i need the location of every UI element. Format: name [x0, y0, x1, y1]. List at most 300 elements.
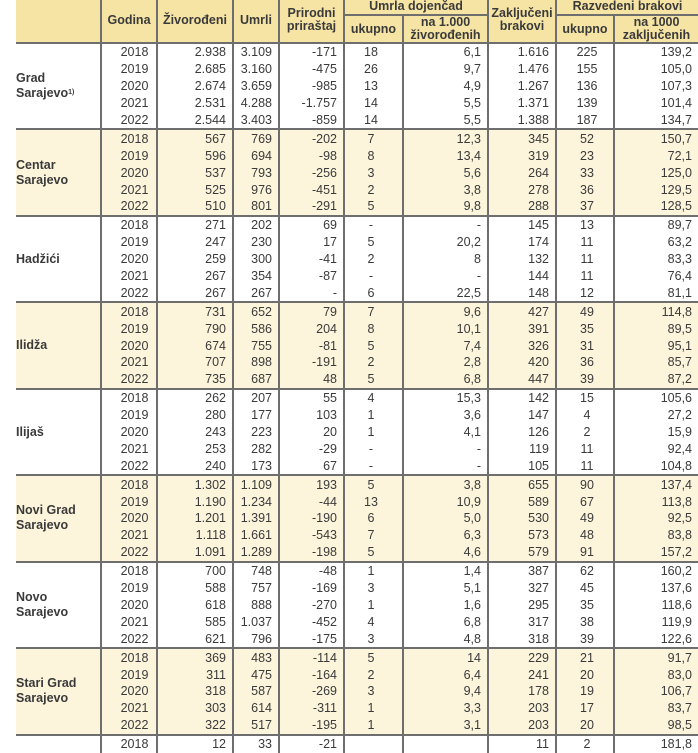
cell-deaths: 3.403: [233, 112, 279, 130]
cell-infant-death-rate: 8: [403, 251, 488, 268]
cell-live-births: 259: [157, 251, 233, 268]
cell-natural-increase: 193: [279, 475, 344, 493]
cell-divorce-rate: 63,2: [614, 234, 698, 251]
cell-year: 2018: [101, 129, 157, 147]
cell-infant-death-rate: [403, 735, 488, 753]
cell-deaths: 1.037: [233, 613, 279, 630]
cell-infant-deaths-total: 1: [344, 424, 403, 441]
header-infant-deaths: Umrla dojenčad: [344, 0, 488, 15]
cell-deaths: 517: [233, 717, 279, 735]
cell-deaths: 354: [233, 268, 279, 285]
cell-infant-deaths-total: 2: [344, 181, 403, 198]
cell-divorces-total: 225: [556, 43, 614, 61]
municipality-group: [16, 735, 698, 753]
table-row: [16, 147, 698, 164]
cell-divorces-total: 11: [556, 251, 614, 268]
cell-natural-increase: 103: [279, 407, 344, 424]
cell-live-births: 1.302: [157, 475, 233, 493]
cell-divorce-rate: 125,0: [614, 164, 698, 181]
cell-natural-increase: -195: [279, 717, 344, 735]
table-row: [16, 683, 698, 700]
cell-marriages: 229: [488, 648, 556, 666]
cell-live-births: 247: [157, 234, 233, 251]
cell-divorce-rate: 27,2: [614, 407, 698, 424]
cell-live-births: 596: [157, 147, 233, 164]
cell-deaths: 898: [233, 354, 279, 371]
cell-divorce-rate: 83,3: [614, 251, 698, 268]
cell-natural-increase: -175: [279, 630, 344, 648]
cell-live-births: 2.544: [157, 112, 233, 130]
cell-infant-death-rate: 15,3: [403, 389, 488, 407]
cell-infant-death-rate: 9,8: [403, 198, 488, 216]
table-row: [16, 198, 698, 216]
table-row: [16, 164, 698, 181]
cell-natural-increase: -21: [279, 735, 344, 753]
municipality-label: Novi Grad Sarajevo: [16, 503, 76, 533]
cell-year: 2019: [101, 580, 157, 597]
table-row: [16, 234, 698, 251]
cell-deaths: 33: [233, 735, 279, 753]
cell-deaths: 796: [233, 630, 279, 648]
cell-natural-increase: -859: [279, 112, 344, 130]
cell-divorces-total: 155: [556, 61, 614, 78]
cell-natural-increase: -291: [279, 198, 344, 216]
cell-infant-deaths-total: 14: [344, 95, 403, 112]
cell-deaths: 755: [233, 337, 279, 354]
table-row: [16, 371, 698, 389]
cell-divorce-rate: 89,5: [614, 320, 698, 337]
cell-deaths: 769: [233, 129, 279, 147]
cell-deaths: 1.109: [233, 475, 279, 493]
cell-divorces-total: 15: [556, 389, 614, 407]
cell-marriages: 174: [488, 234, 556, 251]
cell-live-births: 735: [157, 371, 233, 389]
cell-marriages: 420: [488, 354, 556, 371]
cell-deaths: 3.109: [233, 43, 279, 61]
cell-year: 2022: [101, 630, 157, 648]
cell-year: 2020: [101, 683, 157, 700]
cell-infant-deaths-total: 6: [344, 284, 403, 302]
cell-marriages: 589: [488, 493, 556, 510]
cell-year: 2020: [101, 251, 157, 268]
header-year: Godina: [101, 0, 157, 43]
table-row: [16, 337, 698, 354]
table-row: [16, 630, 698, 648]
cell-year: 2021: [101, 354, 157, 371]
cell-infant-deaths-total: 3: [344, 164, 403, 181]
cell-infant-deaths-total: 5: [344, 198, 403, 216]
table-row: [16, 302, 698, 320]
cell-infant-death-rate: 6,8: [403, 371, 488, 389]
municipality-label: Ilijaš: [16, 424, 44, 439]
cell-divorces-total: 33: [556, 164, 614, 181]
cell-infant-death-rate: 9,4: [403, 683, 488, 700]
cell-infant-deaths-total: 5: [344, 475, 403, 493]
cell-infant-death-rate: 3,6: [403, 407, 488, 424]
header-municipality: [16, 0, 101, 43]
cell-marriages: 326: [488, 337, 556, 354]
cell-live-births: 253: [157, 440, 233, 457]
table-row: [16, 78, 698, 95]
cell-infant-deaths-total: 2: [344, 666, 403, 683]
cell-marriages: 1.616: [488, 43, 556, 61]
cell-infant-death-rate: 13,4: [403, 147, 488, 164]
municipality-group: [16, 648, 698, 734]
municipality-group: [16, 562, 698, 648]
cell-natural-increase: 204: [279, 320, 344, 337]
cell-live-births: 525: [157, 181, 233, 198]
cell-year: 2018: [101, 735, 157, 753]
cell-marriages: 178: [488, 683, 556, 700]
municipality-name: [16, 129, 101, 215]
cell-deaths: 888: [233, 597, 279, 614]
cell-marriages: 295: [488, 597, 556, 614]
cell-year: 2021: [101, 95, 157, 112]
municipality-label: Centar Sarajevo: [16, 157, 69, 187]
municipality-name: [16, 302, 101, 388]
cell-natural-increase: -81: [279, 337, 344, 354]
table-row: [16, 354, 698, 371]
cell-infant-death-rate: 1,6: [403, 597, 488, 614]
cell-year: 2020: [101, 424, 157, 441]
cell-marriages: 142: [488, 389, 556, 407]
cell-deaths: 587: [233, 683, 279, 700]
cell-infant-deaths-total: 1: [344, 597, 403, 614]
cell-divorces-total: 13: [556, 216, 614, 234]
cell-divorce-rate: 105,0: [614, 61, 698, 78]
cell-divorces-total: 39: [556, 630, 614, 648]
cell-live-births: 303: [157, 700, 233, 717]
cell-divorces-total: 21: [556, 648, 614, 666]
cell-live-births: 621: [157, 630, 233, 648]
cell-divorce-rate: 114,8: [614, 302, 698, 320]
cell-deaths: 483: [233, 648, 279, 666]
cell-infant-death-rate: 4,1: [403, 424, 488, 441]
table-row: [16, 648, 698, 666]
table-row: [16, 268, 698, 285]
cell-divorces-total: 11: [556, 234, 614, 251]
municipality-label: Ilidža: [16, 338, 48, 353]
cell-live-births: 369: [157, 648, 233, 666]
table-row: [16, 320, 698, 337]
municipality-name: [16, 389, 101, 475]
cell-natural-increase: -169: [279, 580, 344, 597]
cell-deaths: 614: [233, 700, 279, 717]
cell-live-births: 2.685: [157, 61, 233, 78]
municipality-label: Novo Sarajevo: [16, 589, 69, 619]
cell-infant-deaths-total: 18: [344, 43, 403, 61]
cell-marriages: 148: [488, 284, 556, 302]
cell-live-births: 1.190: [157, 493, 233, 510]
cell-infant-death-rate: 5,5: [403, 95, 488, 112]
cell-year: 2022: [101, 544, 157, 562]
cell-natural-increase: -29: [279, 440, 344, 457]
cell-infant-deaths-total: 26: [344, 61, 403, 78]
cell-marriages: 119: [488, 440, 556, 457]
cell-divorces-total: 2: [556, 735, 614, 753]
cell-natural-increase: -451: [279, 181, 344, 198]
cell-deaths: 793: [233, 164, 279, 181]
cell-divorce-rate: 134,7: [614, 112, 698, 130]
cell-divorces-total: 36: [556, 181, 614, 198]
cell-deaths: 4.288: [233, 95, 279, 112]
cell-divorces-total: 11: [556, 457, 614, 475]
cell-divorces-total: 4: [556, 407, 614, 424]
cell-infant-death-rate: 5,5: [403, 112, 488, 130]
cell-natural-increase: -543: [279, 527, 344, 544]
cell-live-births: 1.118: [157, 527, 233, 544]
cell-year: 2019: [101, 147, 157, 164]
cell-divorces-total: 49: [556, 302, 614, 320]
cell-infant-deaths-total: 3: [344, 580, 403, 597]
cell-marriages: 1.388: [488, 112, 556, 130]
municipality-name: [16, 475, 101, 561]
cell-year: 2020: [101, 337, 157, 354]
cell-deaths: 475: [233, 666, 279, 683]
cell-natural-increase: -171: [279, 43, 344, 61]
cell-infant-deaths-total: 4: [344, 389, 403, 407]
cell-divorces-total: 23: [556, 147, 614, 164]
municipality-group: [16, 389, 698, 475]
cell-divorce-rate: 85,7: [614, 354, 698, 371]
cell-divorces-total: 48: [556, 527, 614, 544]
cell-live-births: 585: [157, 613, 233, 630]
cell-infant-deaths-total: -: [344, 457, 403, 475]
municipality-label: Grad Sarajevo: [16, 71, 69, 101]
cell-live-births: 2.938: [157, 43, 233, 61]
cell-infant-death-rate: 4,8: [403, 630, 488, 648]
cell-live-births: 271: [157, 216, 233, 234]
table-row: [16, 580, 698, 597]
municipality-group: [16, 216, 698, 302]
cell-infant-deaths-total: 7: [344, 129, 403, 147]
cell-divorce-rate: 15,9: [614, 424, 698, 441]
cell-divorce-rate: 87,2: [614, 371, 698, 389]
cell-infant-death-rate: 6,1: [403, 43, 488, 61]
cell-divorces-total: 12: [556, 284, 614, 302]
cell-live-births: 12: [157, 735, 233, 753]
cell-infant-deaths-total: 7: [344, 302, 403, 320]
cell-natural-increase: -256: [279, 164, 344, 181]
cell-infant-deaths-total: 13: [344, 493, 403, 510]
cell-deaths: 177: [233, 407, 279, 424]
cell-live-births: 318: [157, 683, 233, 700]
cell-natural-increase: -475: [279, 61, 344, 78]
cell-divorce-rate: 160,2: [614, 562, 698, 580]
footnote-marker: 1): [68, 89, 75, 97]
cell-year: 2019: [101, 493, 157, 510]
cell-infant-death-rate: 4,9: [403, 78, 488, 95]
cell-deaths: 652: [233, 302, 279, 320]
table-row: [16, 181, 698, 198]
cell-infant-deaths-total: 5: [344, 648, 403, 666]
cell-divorces-total: 91: [556, 544, 614, 562]
cell-year: 2020: [101, 164, 157, 181]
cell-divorces-total: 11: [556, 268, 614, 285]
cell-year: 2021: [101, 527, 157, 544]
cell-divorce-rate: 129,5: [614, 181, 698, 198]
cell-year: 2019: [101, 666, 157, 683]
cell-year: 2020: [101, 597, 157, 614]
cell-natural-increase: 17: [279, 234, 344, 251]
cell-divorce-rate: 76,4: [614, 268, 698, 285]
cell-divorce-rate: 83,0: [614, 666, 698, 683]
cell-infant-death-rate: -: [403, 268, 488, 285]
municipality-label: Hadžići: [16, 251, 60, 266]
cell-divorce-rate: 119,9: [614, 613, 698, 630]
cell-infant-deaths-total: 14: [344, 112, 403, 130]
table-row: [16, 284, 698, 302]
cell-natural-increase: 55: [279, 389, 344, 407]
cell-infant-deaths-total: 5: [344, 337, 403, 354]
cell-live-births: 674: [157, 337, 233, 354]
cell-marriages: 132: [488, 251, 556, 268]
cell-divorce-rate: 118,6: [614, 597, 698, 614]
cell-infant-deaths-total: 5: [344, 371, 403, 389]
cell-marriages: 11: [488, 735, 556, 753]
cell-divorce-rate: 81,1: [614, 284, 698, 302]
municipality-name: [16, 43, 101, 129]
cell-infant-deaths-total: 7: [344, 527, 403, 544]
cell-divorces-total: 139: [556, 95, 614, 112]
municipality-group: [16, 302, 698, 388]
cell-natural-increase: -269: [279, 683, 344, 700]
header-infant-rate: na 1.000 živorođenih: [403, 15, 488, 43]
header-divorce-rate: na 1000 zaključenih: [614, 15, 698, 43]
cell-deaths: 1.391: [233, 510, 279, 527]
cell-infant-death-rate: 3,8: [403, 181, 488, 198]
cell-year: 2021: [101, 613, 157, 630]
cell-divorce-rate: 92,5: [614, 510, 698, 527]
cell-divorce-rate: 83,7: [614, 700, 698, 717]
cell-marriages: 447: [488, 371, 556, 389]
cell-deaths: 586: [233, 320, 279, 337]
municipality-name: [16, 648, 101, 734]
cell-divorces-total: 20: [556, 717, 614, 735]
cell-divorces-total: 39: [556, 371, 614, 389]
header-divorces: Razvedeni brakovi: [556, 0, 698, 15]
cell-marriages: 1.267: [488, 78, 556, 95]
table-row: [16, 440, 698, 457]
cell-natural-increase: 48: [279, 371, 344, 389]
cell-deaths: 1.234: [233, 493, 279, 510]
cell-marriages: 203: [488, 700, 556, 717]
cell-divorce-rate: 139,2: [614, 43, 698, 61]
cell-divorce-rate: 106,7: [614, 683, 698, 700]
table-row: [16, 129, 698, 147]
cell-infant-deaths-total: 3: [344, 683, 403, 700]
cell-divorce-rate: 113,8: [614, 493, 698, 510]
cell-live-births: 537: [157, 164, 233, 181]
table-row: [16, 527, 698, 544]
cell-infant-death-rate: 3,1: [403, 717, 488, 735]
cell-marriages: 345: [488, 129, 556, 147]
cell-deaths: 173: [233, 457, 279, 475]
cell-year: 2018: [101, 302, 157, 320]
table-row: [16, 389, 698, 407]
header-divorce-total: ukupno: [556, 15, 614, 43]
cell-deaths: 207: [233, 389, 279, 407]
cell-year: 2018: [101, 43, 157, 61]
cell-marriages: 530: [488, 510, 556, 527]
cell-marriages: 579: [488, 544, 556, 562]
cell-deaths: 230: [233, 234, 279, 251]
cell-marriages: 318: [488, 630, 556, 648]
cell-infant-death-rate: 5,1: [403, 580, 488, 597]
cell-infant-deaths-total: 1: [344, 717, 403, 735]
cell-infant-deaths-total: 3: [344, 630, 403, 648]
cell-year: 2021: [101, 181, 157, 198]
cell-natural-increase: -114: [279, 648, 344, 666]
table-row: [16, 613, 698, 630]
cell-marriages: 126: [488, 424, 556, 441]
cell-infant-death-rate: 6,8: [403, 613, 488, 630]
table-row: [16, 735, 698, 753]
table-row: [16, 510, 698, 527]
cell-marriages: 319: [488, 147, 556, 164]
cell-divorce-rate: 137,4: [614, 475, 698, 493]
table-row: [16, 597, 698, 614]
cell-infant-death-rate: 6,3: [403, 527, 488, 544]
cell-year: 2022: [101, 198, 157, 216]
cell-year: 2021: [101, 440, 157, 457]
cell-year: 2018: [101, 648, 157, 666]
cell-divorce-rate: 150,7: [614, 129, 698, 147]
cell-live-births: 567: [157, 129, 233, 147]
cell-divorces-total: 17: [556, 700, 614, 717]
cell-live-births: 790: [157, 320, 233, 337]
cell-natural-increase: -: [279, 284, 344, 302]
cell-infant-death-rate: 4,6: [403, 544, 488, 562]
cell-natural-increase: -41: [279, 251, 344, 268]
table-row: [16, 95, 698, 112]
cell-infant-deaths-total: 1: [344, 700, 403, 717]
cell-infant-deaths-total: -: [344, 268, 403, 285]
table-row: [16, 112, 698, 130]
cell-divorce-rate: 105,6: [614, 389, 698, 407]
cell-divorces-total: 90: [556, 475, 614, 493]
cell-natural-increase: 79: [279, 302, 344, 320]
cell-year: 2022: [101, 371, 157, 389]
cell-infant-death-rate: 10,1: [403, 320, 488, 337]
cell-natural-increase: -190: [279, 510, 344, 527]
cell-infant-deaths-total: 2: [344, 251, 403, 268]
cell-infant-deaths-total: 5: [344, 234, 403, 251]
header-deaths: Umrli: [233, 0, 279, 43]
cell-divorces-total: 49: [556, 510, 614, 527]
cell-marriages: 288: [488, 198, 556, 216]
cell-divorces-total: 187: [556, 112, 614, 130]
cell-infant-death-rate: 1,4: [403, 562, 488, 580]
cell-live-births: 267: [157, 268, 233, 285]
cell-natural-increase: 69: [279, 216, 344, 234]
cell-natural-increase: -164: [279, 666, 344, 683]
cell-infant-death-rate: -: [403, 457, 488, 475]
cell-year: 2019: [101, 407, 157, 424]
cell-infant-death-rate: 6,4: [403, 666, 488, 683]
cell-marriages: 1.371: [488, 95, 556, 112]
header-natural-increase: Prirodni priraštaj: [279, 0, 344, 43]
header-live-births: Živorođeni: [157, 0, 233, 43]
cell-live-births: 311: [157, 666, 233, 683]
cell-year: 2021: [101, 700, 157, 717]
cell-infant-deaths-total: -: [344, 440, 403, 457]
table-row: [16, 407, 698, 424]
cell-natural-increase: -48: [279, 562, 344, 580]
cell-marriages: 573: [488, 527, 556, 544]
cell-deaths: 694: [233, 147, 279, 164]
cell-year: 2018: [101, 216, 157, 234]
